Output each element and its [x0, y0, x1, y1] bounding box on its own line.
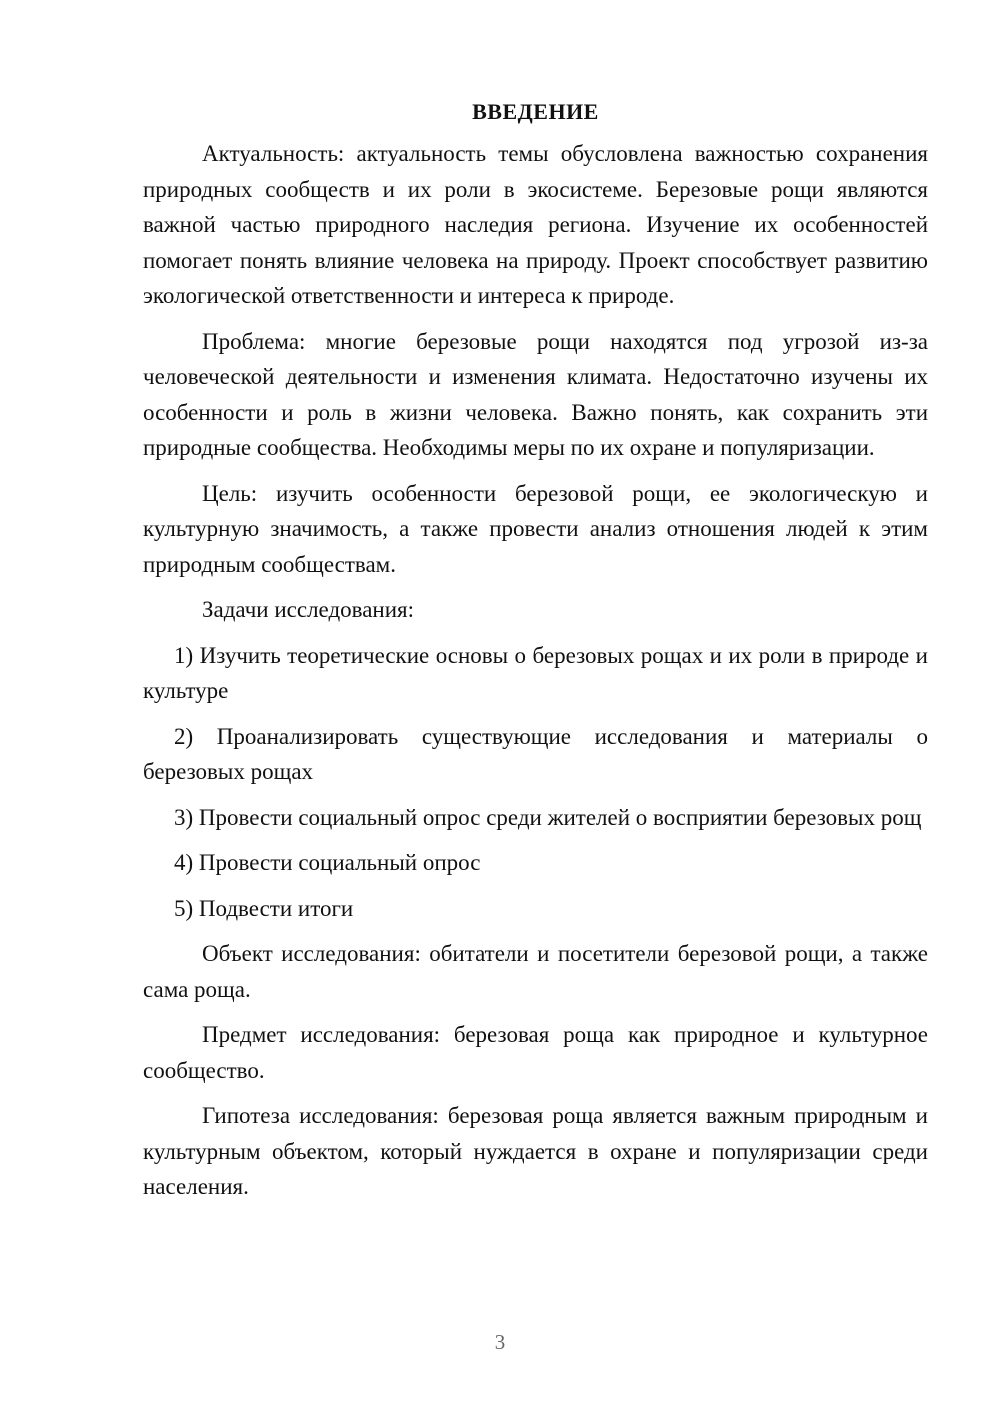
task-item-2: 2) Проанализировать существующие исследования и материалы о березовых рощах	[143, 723, 928, 784]
tasks-heading: Задачи исследования:	[202, 597, 415, 622]
task-item-5: 5) Подвести итоги	[174, 895, 354, 921]
task-item-4: 4) Провести социальный опрос	[174, 850, 481, 875]
task-item-1: 1) Изучить теоретические основы о березовых рощах и их роли в природе и культуре	[143, 642, 928, 703]
goal-paragraph: Цель: изучить особенности березовой рощи, ее экологическую и культурную значимость, а также провести анализ отношения людей к этим природным сообществам.	[143, 480, 928, 577]
document-page	[143, 96, 928, 1215]
object-paragraph: Объект исследования: обитатели и посетители березовой рощи, а также сама роща.	[143, 941, 928, 1002]
section-title: ВВЕДЕНИЕ	[472, 99, 599, 124]
problem-paragraph: Проблема: многие березовые рощи находятся под угрозой из-за человеческой деятельности и изменения климата. Недостаточно изучены их особенности и роль в жизни человека. Важно понять, как сохранить эти природные сообщества. Необходимы меры по их охране и популяризации.	[143, 328, 928, 460]
task-item-3: 3) Провести социальный опрос среди жителей о восприятии березовых рощ	[174, 804, 922, 830]
subject-paragraph: Предмет исследования: березовая роща как природное и культурное сообщество.	[143, 1022, 928, 1083]
hypothesis-paragraph: Гипотеза исследования: березовая роща является важным природным и культурным объектом, который нуждается в охране и популяризации среди населения.	[143, 1103, 928, 1199]
relevance-paragraph: Актуальность: актуальность темы обусловлена важностью сохранения природных сообществ и их роли в экосистеме. Березовые рощи являются важной частью природного наследия региона. Изучение их особенностей помогает понять влияние человека на природу. Проект способствует развитию экологической ответственности и интереса к природе.	[143, 141, 928, 308]
page-number: 3	[494, 1330, 506, 1354]
